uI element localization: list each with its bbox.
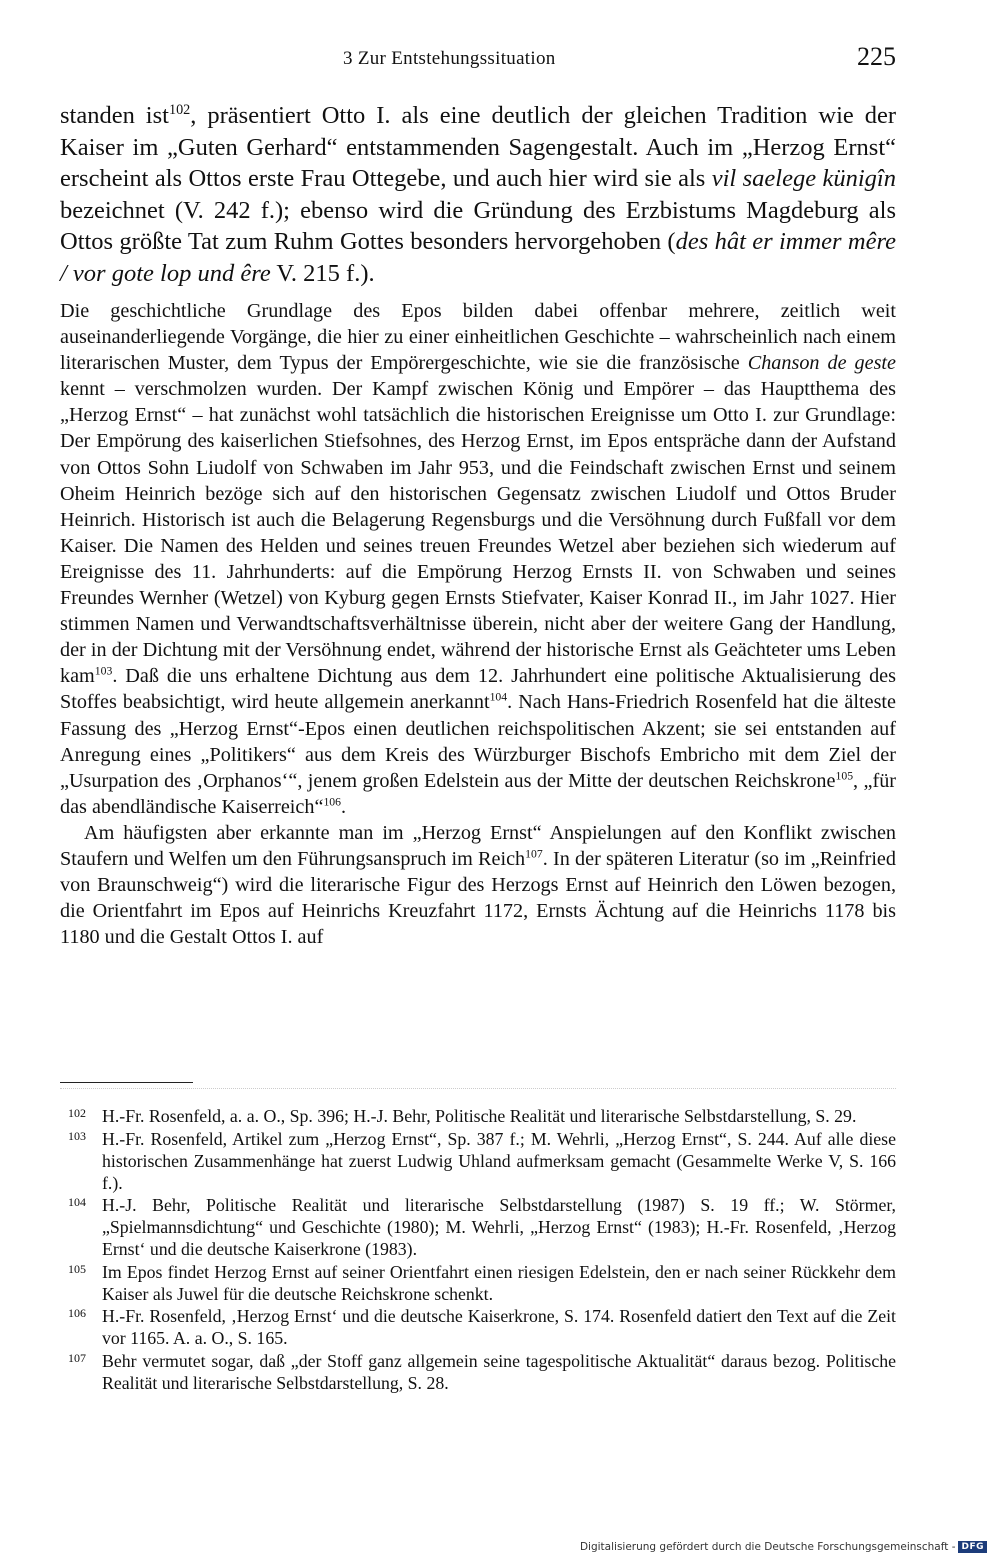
footnote-102 — [60, 1105, 896, 1127]
footnote-text: H.-Fr. Rosenfeld, ‚Herzog Ernst‘ und die deutsche Kaiserkrone, S. 174. Rosenfeld datiert den Text auf die Zeit vor 1165. A. a. O., S. 165. — [102, 1306, 896, 1348]
credit-text: Digitalisierung gefördert durch die Deutsche Forschungsgemeinschaft - — [579, 1541, 956, 1553]
paragraph: Am häufigsten aber erkannte man im „Herzog Ernst“ Anspielungen auf den Konflikt zwischen Staufern und Welfen um den Führungsanspruch im Reich$^{107}$. In der späteren Literatur (so im „Reinfried von Braunschweig“) wird die literarische Figur des Herzogs Ernst auf Heinrich den Löwen bezogen, die Orientfahrt im Epos auf Heinrichs Kreuzfahrt 1172, Ernsts Ächtung auf die Heinrichs 1178 bis 1180 und die Gestalt Ottos I. auf — [60, 821, 896, 949]
footnote-number: 107 — [68, 1350, 86, 1365]
footnote-ref[interactable]: 102 — [168, 101, 191, 118]
digitization-credit — [580, 1541, 987, 1553]
footnote-105 — [60, 1261, 896, 1305]
divider — [60, 1088, 896, 1089]
footnote-ref[interactable]: 107 — [525, 847, 543, 861]
footnote-104 — [60, 1194, 896, 1260]
footnote-text: H.-Fr. Rosenfeld, a. a. O., Sp. 396; H.-J. Behr, Politische Realität und literarische Selbstdarstellung, S. 29. — [102, 1106, 857, 1126]
footnote-separator — [60, 1082, 193, 1083]
footnote-ref[interactable]: 104 — [489, 690, 508, 704]
footnote-number: 104 — [68, 1195, 86, 1209]
footnote-ref[interactable]: 106 — [323, 795, 341, 809]
footnote-number: 106 — [68, 1306, 86, 1320]
footnote-103 — [60, 1128, 896, 1194]
footnote-text: H.-J. Behr, Politische Realität und literarische Selbstdarstellung (1987) S. 19 ff.; W. Störmer, „Spielmannsdichtung“ und Geschichte (1980); M. Wehrli, „Herzog Ernst“ (1983); H.-Fr. Rosenfeld, ‚Herzog Ernst‘ und die deutsche Kaiserkrone (1983). — [102, 1195, 896, 1259]
footnote-number: 102 — [68, 1106, 86, 1120]
footnote-text: H.-Fr. Rosenfeld, Artikel zum „Herzog Ernst“, Sp. 387 f.; M. Wehrli, „Herzog Ernst“, S. 244. Auf alle diese historischen Zusammenhänge hat zuerst Ludwig Uhland aufmerksam gemacht (Gesammelte Werke V, S. 166 f.). — [102, 1128, 896, 1193]
footnotes — [60, 1105, 896, 1394]
page-header — [60, 44, 896, 84]
footnote-number: 105 — [68, 1261, 86, 1276]
page-number: 225 — [857, 42, 896, 71]
dfg-logo-icon: DFG — [958, 1541, 987, 1553]
footnote-107 — [60, 1350, 896, 1394]
footnote-text: Behr vermutet sogar, daß „der Stoff ganz allgemein seine tagespolitische Aktualität“ daraus bezog. Politische Realität und literarische Selbstdarstellung, S. 28. — [102, 1350, 896, 1393]
footnote-ref[interactable]: 105 — [835, 768, 854, 782]
footnote-text: Im Epos findet Herzog Ernst auf seiner Orientfahrt einen riesigen Edelstein, den er nach seiner Rückkehr dem Kaiser als Juwel für die deutsche Reichskrone schenkt. — [102, 1261, 896, 1304]
footnote-number: 103 — [68, 1128, 86, 1143]
paragraph: Die geschichtliche Grundlage des Epos bilden dabei offenbar mehrere, zeitlich weit auseinanderliegende Vorgänge, die hier zu einer einheitlichen Geschichte – wahrscheinlich nach einem literarischen Muster, dem Typus der Empörergeschichte, wie sie die französische Chanson de geste kennt – verschmolzen wurden. Der Kampf zwischen König und Empörer – das Hauptthema des „Herzog Ernst“ – hat zunächst wohl tatsächlich die historischen Ereignisse um Otto I. zur Grundlage: Der Empörung des kaiserlichen Stiefsohnes, des Herzog Ernst, im Epos entspräche dann der Aufstand von Ottos Sohn Liudolf von Schwaben im Jahr 953, und die Feindschaft zwischen Ernst und seinem Oheim Heinrich bezöge sich auf den historischen Gegensatz zwischen Liudolf und Ottos Bruder Heinrich. Historisch ist auch die Belagerung Regensburgs und die Versöhnung durch Fußfall vor dem Kaiser. Die Namen des Helden und seines treuen Freundes Wetzel aber beziehen sich wiederum auf Ereignisse des 11. Jahrhunderts: auf die Empörung Herzog Ernsts II. von Schwaben und seines Freundes Wernher (Wetzel) von Kyburg gegen Ernsts Stiefvater, Kaiser Konrad II., im Jahr 1027. Hier stimmen Namen und Verwandtschaftsverhältnisse überein, nicht aber der weitere Gang der Handlung, der in der Dichtung mit der Versöhnung endet, während der historische Ernst als Geächteter ums Leben kam$^{103}$. Daß die uns erhaltene Dichtung aus dem 12. Jahrhundert eine politische Aktualisierung des Stoffes beabsichtigt, wird heute allgemein anerkannt$^{104}$. Nach Hans-Friedrich Rosenfeld hat die älteste Fassung des „Herzog Ernst“-Epos einen deutlichen reichspolitischen Akzent; sie sei entstanden auf Anregung eines „Politikers“ aus dem Kreis des Würzburger Bischofs Embricho mit dem Ziel der „Usurpation des ‚Orphanos‘“, jenem großen Edelstein aus der Mitte der deutschen Reichskrone$^{105}$, „für das abendländische Kaiserreich“$^{106}$. — [60, 300, 897, 818]
footnote-106 — [60, 1305, 896, 1349]
running-title: 3 Zur Entstehungssituation — [343, 48, 556, 69]
footnote-ref[interactable]: 103 — [94, 664, 113, 678]
body-text — [60, 298, 896, 950]
opening-paragraph: standen ist$^{102}$, präsentiert Otto I. als eine deutlich der gleichen Tradition wie der Kaiser im „Guten Gerhard“ entstammenden Sagengestalt. Auch im „Herzog Ernst“ erscheint als Ottos erste Frau Ottegebe, und auch hier wird sie als vil saelege künigîn bezeichnet (V. 242 f.); ebenso wird die Gründung des Erzbistums Magdeburg als Ottos größte Tat zum Ruhm Gottes besonders hervorgehoben (des hât er immer mêre / vor gote lop und êre V. 215 f.). — [60, 101, 897, 287]
